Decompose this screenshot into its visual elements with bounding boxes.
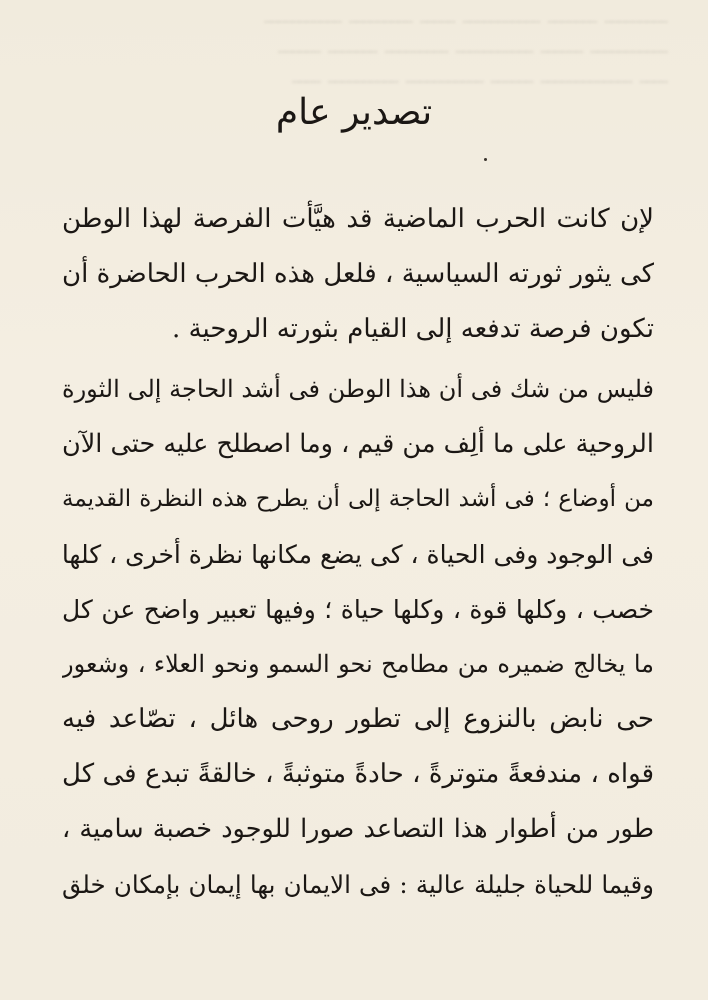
bleed-through-text: ـــــــــ ـــــــ ـــــــــــ ـــــ ـــــــــ ـــــــــــ ـــــــــــ ــــــ ـــــــــــ ـــــــــ ـــــــ ــــــ ــــ ـــــــــــــ ــــــ ـــــــــــ ــــــــــ ــــ xyxy=(264,1,668,89)
text-line: من أوضاع ؛ فى أشد الحاجة إلى أن يطرح هذه النظرة القديمة xyxy=(62,486,654,512)
text-line: فليس من شك فى أن هذا الوطن فى أشد الحاجة إلى الثورة xyxy=(62,375,654,403)
text-line: خصب ، وكلها قوة ، وكلها حياة ؛ وفيها تعبير واضح عن كل xyxy=(62,595,654,624)
text-line: كى يثور ثورته السياسية ، فلعل هذه الحرب الحاضرة أن xyxy=(62,259,654,289)
page-title: تصدير عام xyxy=(275,92,433,133)
title-ornament-dot xyxy=(484,158,487,161)
paragraph-1 xyxy=(62,192,654,357)
text-line: الروحية على ما ألِف من قيم ، وما اصطلح عليه حتى الآن xyxy=(62,429,654,459)
text-line: قواه ، مندفعةً متوترةً ، حادةً متوثبةً ، خالقةً تبدع فى كل xyxy=(62,759,654,789)
text-line: وقيما للحياة جليلة عالية : فى الايمان بها إيمان بإمكان خلق xyxy=(62,870,654,899)
text-line: حى نابض بالنزوع إلى تطور روحى هائل ، تصّاعد فيه xyxy=(62,704,654,734)
text-line: ما يخالج ضميره من مطامح نحو السمو ونحو العلاء ، وشعور xyxy=(62,650,654,678)
text-line: تكون فرصة تدفعه إلى القيام بثورته الروحية . xyxy=(172,314,654,344)
text-line: طور من أطوار هذا التصاعد صورا للوجود خصبة سامية ، xyxy=(62,814,654,844)
text-line: فى الوجود وفى الحياة ، كى يضع مكانها نظرة أخرى ، كلها xyxy=(62,540,654,569)
text-line: لإن كانت الحرب الماضية قد هيَّأت الفرصة لهذا الوطن xyxy=(62,204,654,234)
paragraph-2 xyxy=(62,362,654,912)
